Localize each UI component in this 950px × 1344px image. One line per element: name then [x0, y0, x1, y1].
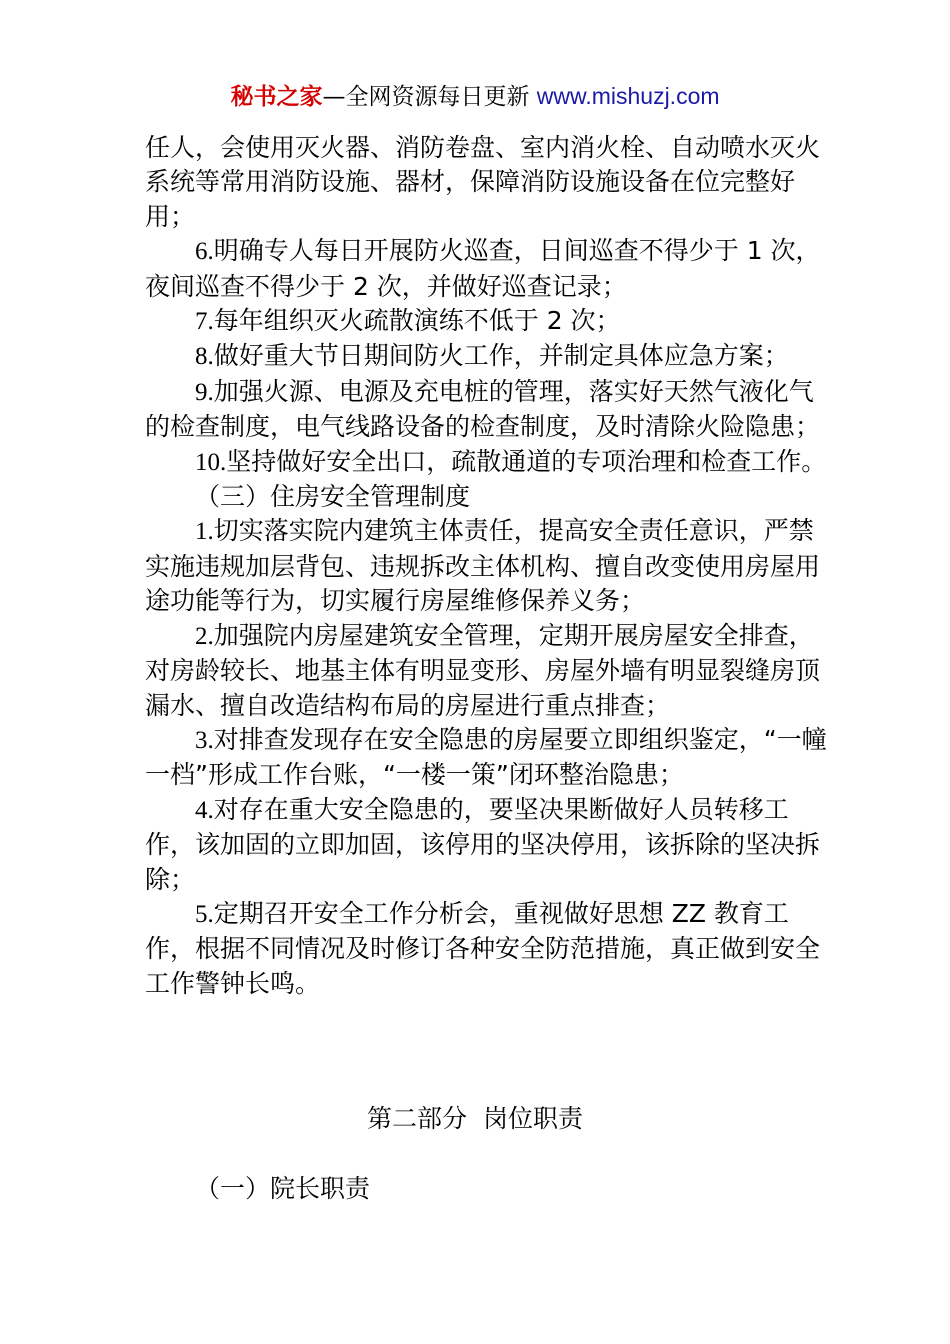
paragraph-housing-2: 2.加强院内房屋建筑安全管理，定期开展房屋安全排查，对房龄较长、地基主体有明显变形、房屋外墙有明显裂缝房顶漏水、擅自改造结构布局的房屋进行重点排查；: [145, 620, 821, 720]
section-heading-housing-safety: （三）住房安全管理制度: [195, 482, 471, 512]
dean-duties-heading: （一）院长职责: [195, 1174, 371, 1203]
site-header: [0, 80, 950, 113]
part-two-title: 第二部分 岗位职责: [367, 1104, 583, 1133]
brand-name: 秘书之家: [230, 84, 323, 110]
paragraph-housing-3: 3.对排查发现存在安全隐患的房屋要立即组织鉴定，“一幢一档”形成工作台账，“一楼一策”闭环整治隐患；: [145, 724, 827, 790]
paragraph-item-7: 7.每年组织灭火疏散演练不低于 2 次；: [195, 306, 621, 336]
paragraph-housing-1: 1.切实落实院内建筑主体责任，提高安全责任意识，严禁实施违规加层背包、违规拆改主体机构、擅自改变使用房屋用途功能等行为，切实履行房屋维修保养义务；: [145, 516, 821, 616]
header-slogan: —全网资源每日更新: [322, 84, 537, 110]
document-body: [145, 131, 835, 1001]
paragraph-housing-5: 5.定期召开安全工作分析会，重视做好思想 ZZ 教育工作，根据不同情况及时修订各种安全防范措施，真正做到安全工作警钟长鸣。: [145, 898, 821, 998]
paragraph-item-9: 9.加强火源、电源及充电桩的管理，落实好天然气液化气的检查制度，电气线路设备的检查制度，及时清除火险隐患；: [145, 376, 821, 442]
paragraph-continued: 任人，会使用灭火器、消防卷盘、室内消火栓、自动喷水灭火系统等常用消防设施、器材，保障消防设施设备在位完整好用；: [145, 133, 821, 231]
paragraph-item-6: 6.明确专人每日开展防火巡查，日间巡查不得少于 1 次，夜间巡查不得少于 2 次，并做好巡查记录；: [145, 236, 821, 301]
paragraph-housing-4: 4.对存在重大安全隐患的，要坚决果断做好人员转移工作，该加固的立即加固，该停用的坚决停用，该拆除的坚决拆除；: [145, 794, 821, 894]
paragraph-item-10: 10.坚持做好安全出口，疏散通道的专项治理和检查工作。: [195, 446, 827, 476]
paragraph-item-8: 8.做好重大节日期间防火工作，并制定具体应急方案；: [195, 341, 789, 371]
site-url-link[interactable]: www.mishuzj.com: [536, 83, 720, 109]
